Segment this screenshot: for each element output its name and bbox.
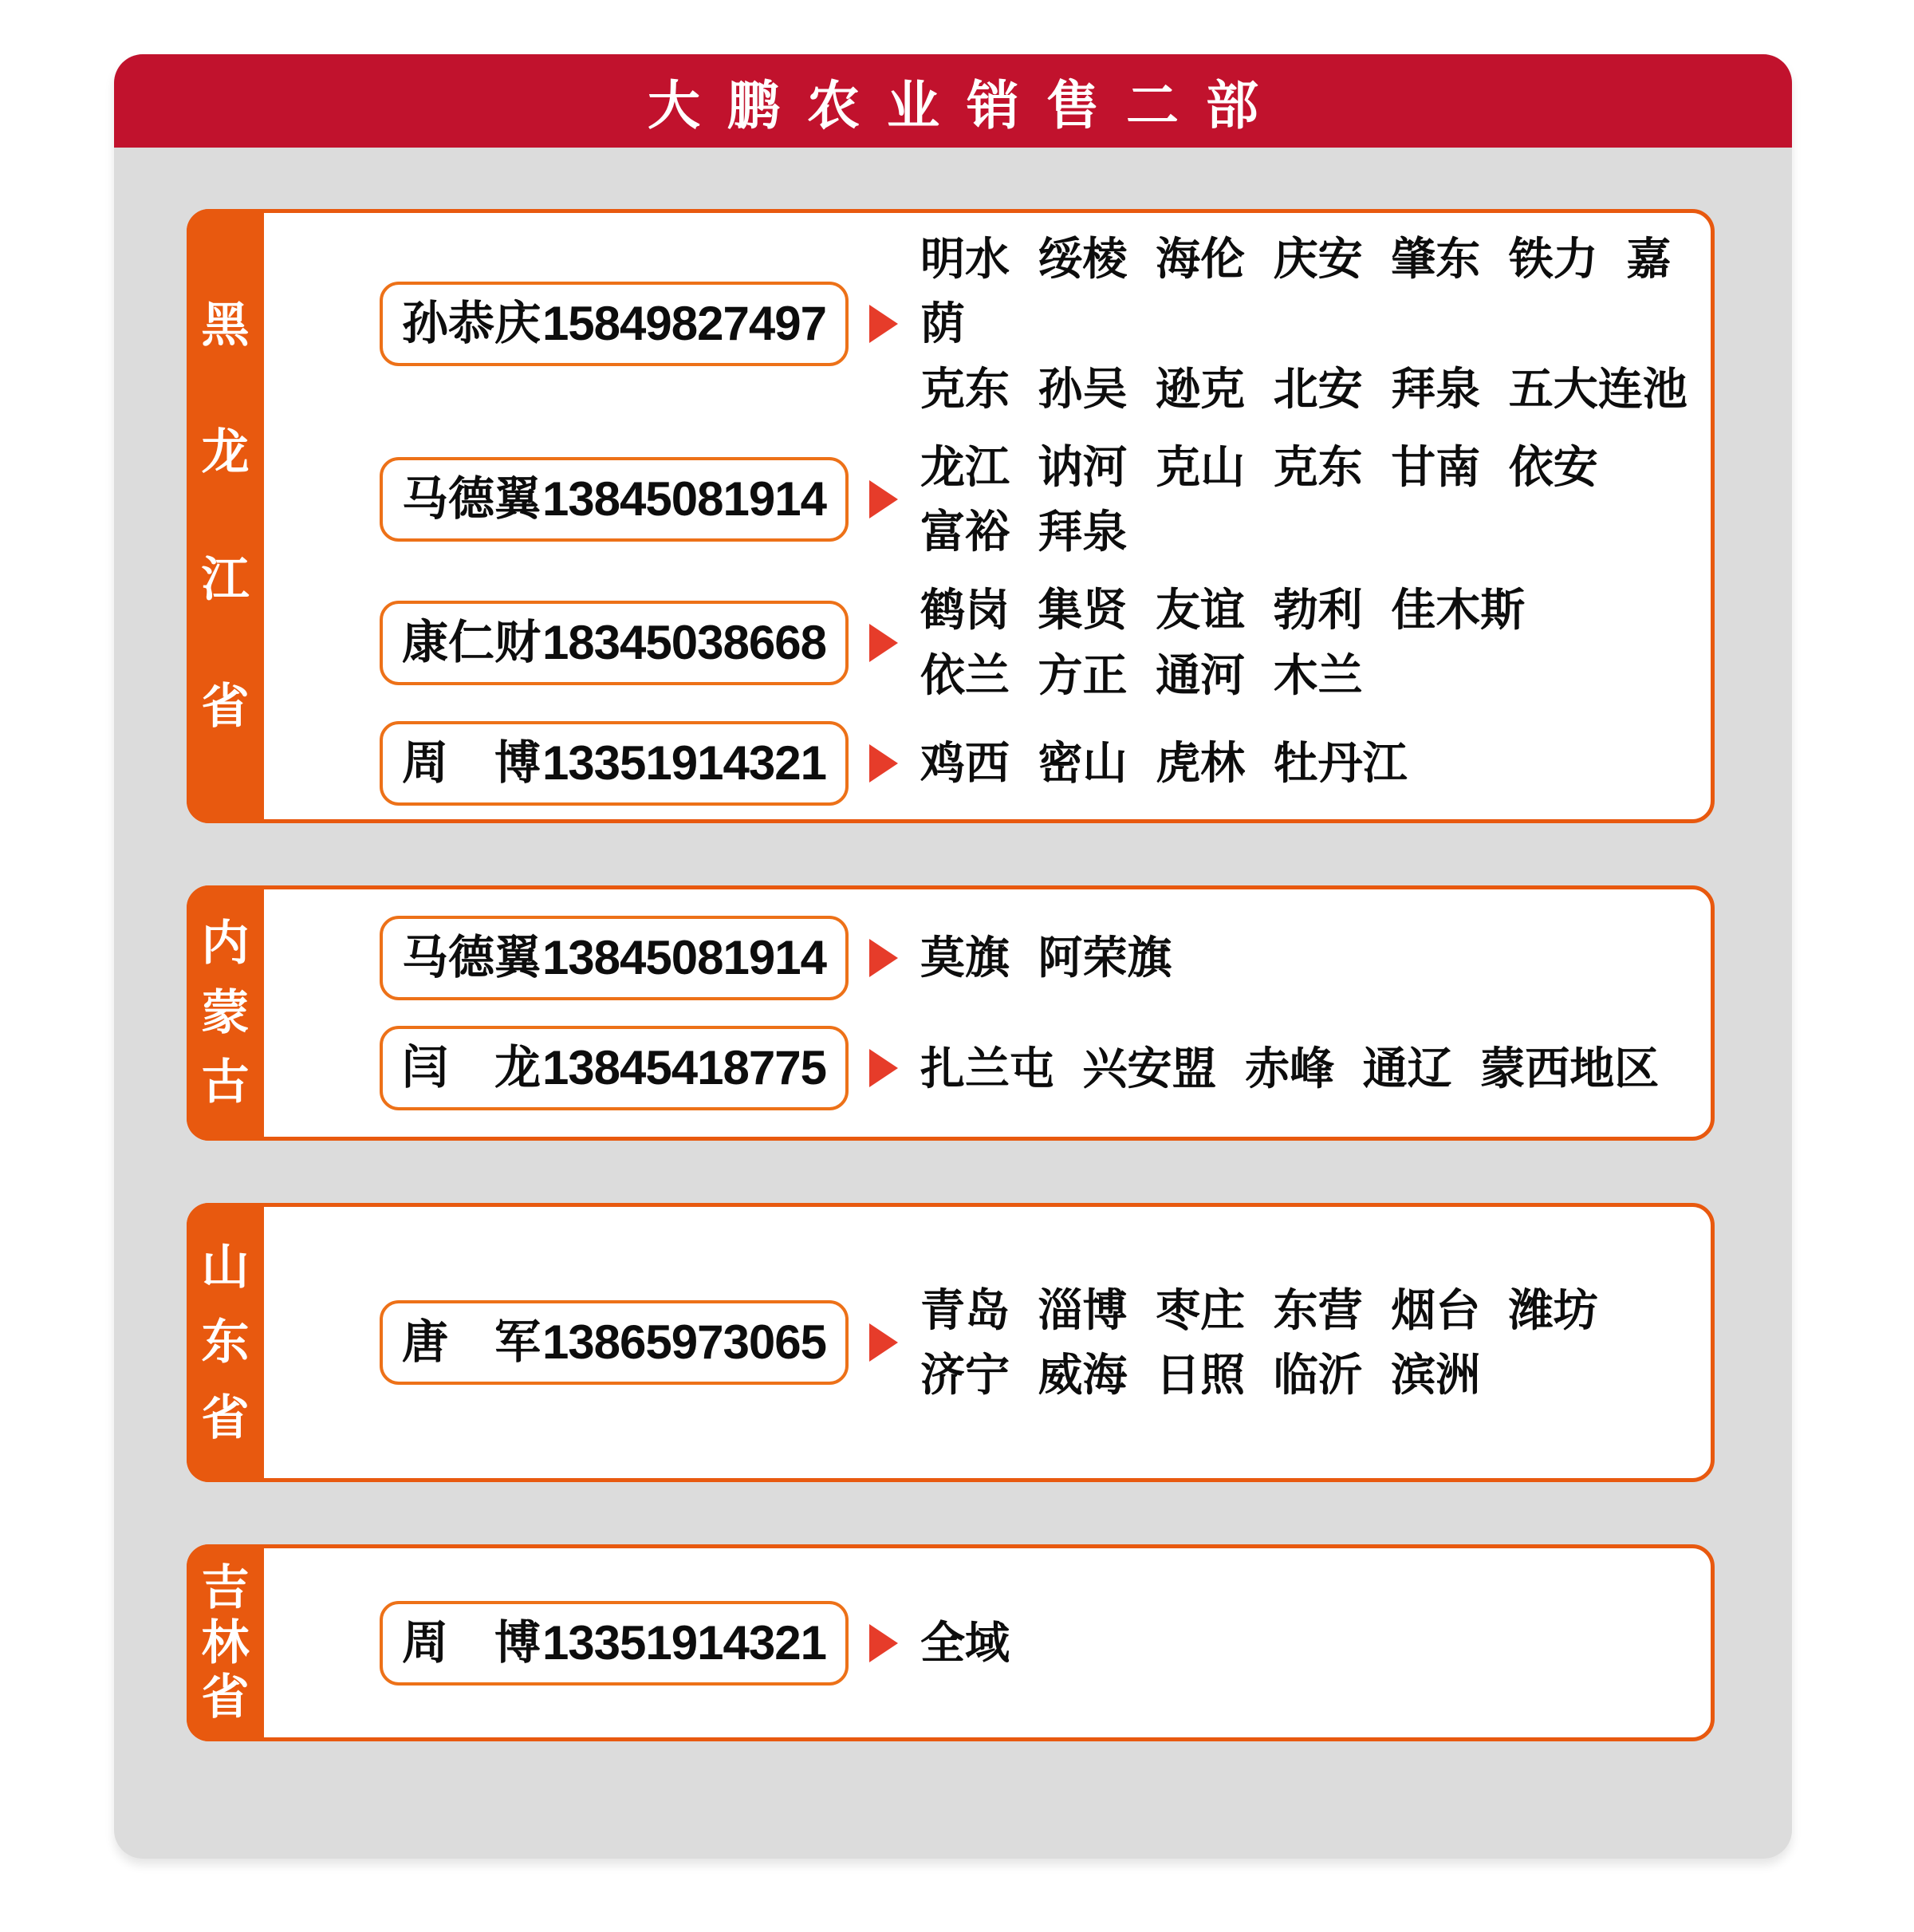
contact-card — [380, 282, 849, 366]
contact-phone: 13865973065 — [542, 1315, 826, 1369]
arrow-right-icon — [869, 480, 898, 518]
contact-rows — [268, 213, 1711, 819]
region-list — [920, 1611, 1010, 1675]
region-list — [920, 1036, 1659, 1101]
region-list — [920, 925, 1172, 990]
region-list-line: 依兰 方正 通河 木兰 — [920, 649, 1363, 700]
contact-row — [380, 435, 1703, 564]
region-list-line: 莫旗 阿荣旗 — [920, 932, 1172, 984]
contact-name: 闫 龙 — [402, 1042, 542, 1094]
region-list-line: 青岛 淄博 枣庄 东营 烟台 潍坊 — [920, 1284, 1598, 1335]
contact-name: 康仁财 — [402, 616, 542, 668]
region-list — [920, 731, 1408, 795]
region-list-line: 全域 — [920, 1617, 1010, 1668]
contact-name: 马德翼 — [402, 473, 542, 526]
contact-row — [380, 578, 1703, 707]
province-tab-shandong: 山 东 省 — [187, 1203, 264, 1482]
contact-name: 唐 军 — [402, 1316, 542, 1369]
contact-phone: 13845081914 — [542, 930, 826, 984]
contact-row — [380, 1601, 1703, 1686]
contact-row — [380, 1026, 1703, 1110]
province-tab-heilongjiang: 黑 龙 江 省 — [187, 209, 264, 823]
contact-name: 马德翼 — [402, 931, 542, 984]
contact-phone: 13845081914 — [542, 472, 826, 526]
contact-card — [380, 1026, 849, 1110]
contact-card — [380, 721, 849, 806]
region-list-line: 扎兰屯 兴安盟 赤峰 通辽 蒙西地区 — [920, 1043, 1660, 1094]
contact-row — [380, 1278, 1703, 1407]
contact-row — [380, 721, 1703, 806]
section-neimenggu — [187, 885, 1715, 1141]
contact-phone: 13351914321 — [542, 735, 826, 790]
contact-row — [380, 227, 1703, 421]
contact-row — [380, 916, 1703, 1000]
contact-phone: 13845418775 — [542, 1041, 826, 1095]
arrow-right-icon — [869, 305, 898, 343]
contact-card — [380, 601, 849, 685]
contact-phone: 13351914321 — [542, 1615, 826, 1670]
contact-card — [380, 1300, 849, 1385]
region-list-line: 克东 孙吴 逊克 北安 拜泉 五大连池 — [920, 363, 1688, 414]
region-list-line: 鹤岗 集贤 友谊 勃利 佳木斯 — [920, 585, 1526, 636]
province-tab-jilin: 吉 林 省 — [187, 1544, 264, 1741]
contact-rows — [268, 1207, 1711, 1478]
poster-panel — [114, 54, 1792, 1859]
arrow-right-icon — [869, 1323, 898, 1362]
contact-phone: 15849827497 — [542, 296, 826, 350]
page-title: 大鹏农业销售二部 — [114, 54, 1792, 148]
section-heilongjiang — [187, 209, 1715, 823]
sections-area — [114, 148, 1792, 1859]
region-list — [920, 435, 1598, 564]
contact-rows — [268, 889, 1711, 1137]
contact-phone: 18345038668 — [542, 615, 826, 669]
arrow-right-icon — [869, 939, 898, 977]
contact-name: 周 博 — [402, 736, 542, 789]
region-list-line: 明水 绥棱 海伦 庆安 肇东 铁力 嘉荫 — [920, 234, 1672, 349]
region-list-line: 富裕 拜泉 — [920, 507, 1128, 557]
region-list — [920, 578, 1525, 707]
contact-name: 周 博 — [402, 1616, 542, 1669]
province-tab-neimenggu: 内 蒙 古 — [187, 885, 264, 1141]
region-list — [920, 227, 1703, 421]
arrow-right-icon — [869, 744, 898, 783]
region-list-line: 济宁 威海 日照 临沂 滨洲 — [920, 1350, 1481, 1400]
arrow-right-icon — [869, 624, 898, 662]
region-list-line: 鸡西 密山 虎林 牡丹江 — [920, 738, 1408, 789]
contact-name: 孙恭庆 — [402, 298, 542, 349]
arrow-right-icon — [869, 1049, 898, 1087]
contact-card — [380, 1601, 849, 1686]
contact-card — [380, 916, 849, 1000]
region-list — [920, 1278, 1598, 1407]
section-jilin — [187, 1544, 1715, 1741]
section-shandong — [187, 1203, 1715, 1482]
contact-rows — [268, 1548, 1711, 1737]
contact-card — [380, 457, 849, 542]
arrow-right-icon — [869, 1624, 898, 1662]
region-list-line: 龙江 讷河 克山 克东 甘南 依安 — [920, 441, 1598, 492]
